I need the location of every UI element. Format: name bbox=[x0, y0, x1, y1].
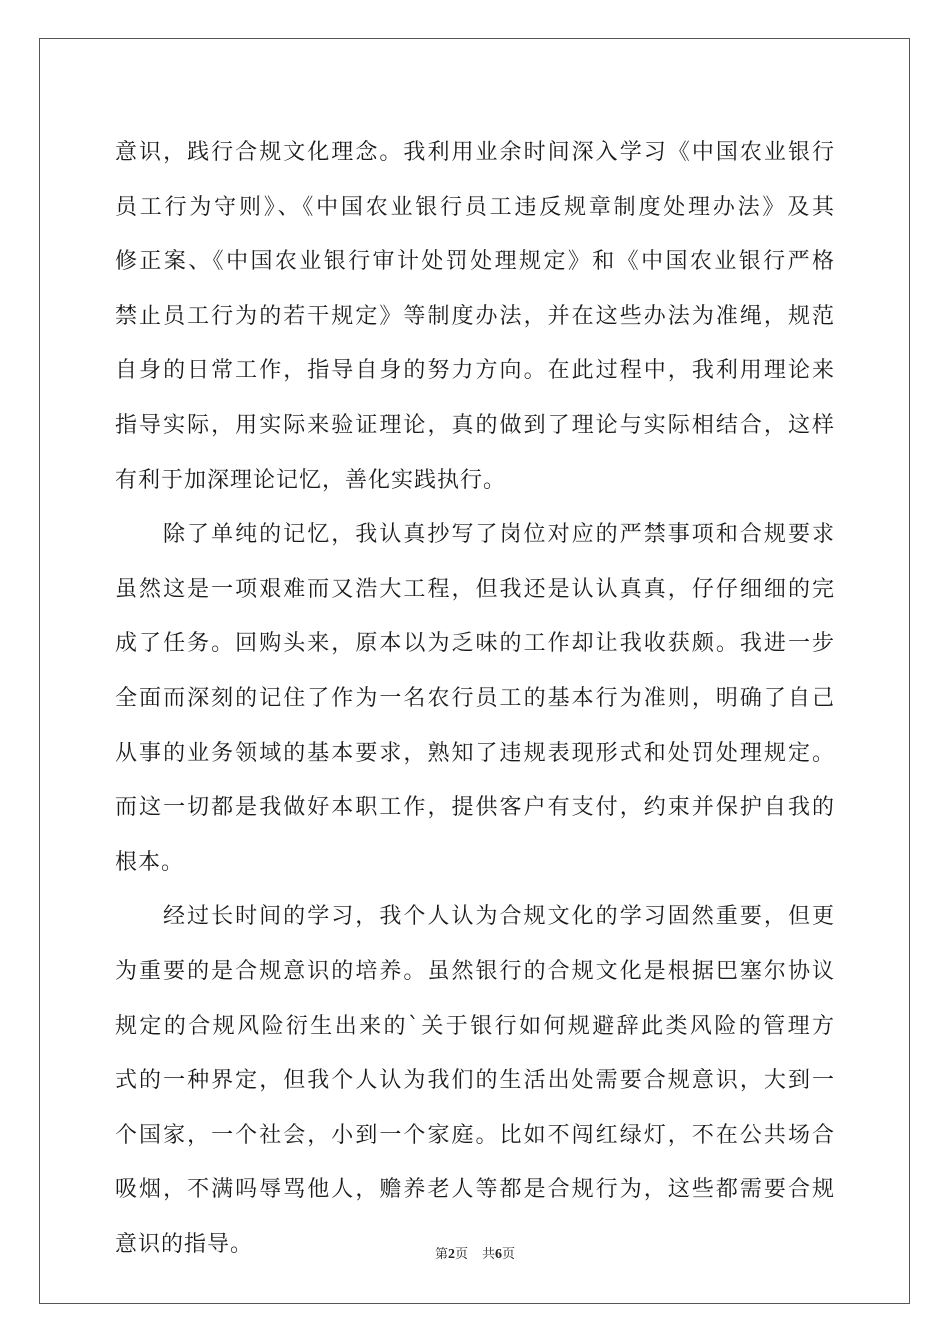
paragraph bbox=[115, 508, 835, 890]
text-line: 根本。 bbox=[115, 849, 185, 875]
text-line: 而这一切都是我做好本职工作，提供客户有支付，约束并保护自我的 bbox=[115, 795, 835, 821]
page-prefix: 第 bbox=[434, 1247, 448, 1262]
total-suffix: 页 bbox=[502, 1247, 516, 1262]
text-line: 从事的业务领域的基本要求，熟知了违规表现形式和处罚处理规定。 bbox=[115, 740, 835, 766]
text-line: 全面而深刻的记住了作为一名农行员工的基本行为准则，明确了自己 bbox=[115, 685, 835, 711]
text-line: 除了单纯的记忆，我认真抄写了岗位对应的严禁事项和合规要求 bbox=[163, 522, 835, 548]
text-line: 有利于加深理论记忆，善化实践执行。 bbox=[115, 467, 507, 493]
page-number: 2 bbox=[447, 1247, 455, 1262]
text-line: 意识的指导。 bbox=[115, 1231, 254, 1257]
text-line: 式的一种界定，但我个人认为我们的生活出处需要合规意识，大到一 bbox=[115, 1068, 835, 1094]
text-line: 虽然这是一项艰难而又浩大工程，但我还是认认真真，仔仔细细的完 bbox=[115, 576, 835, 602]
total-prefix: 共 bbox=[482, 1247, 496, 1262]
text-line: 为重要的是合规意识的培养。虽然银行的合规文化是根据巴塞尔协议 bbox=[115, 958, 835, 984]
text-line: 意识，践行合规文化理念。我利用业余时间深入学习《中国农业银行 bbox=[115, 140, 835, 165]
text-line: 员工行为守则》、《中国农业银行员工违反规章制度处理办法》及其 bbox=[115, 194, 835, 220]
paragraph bbox=[115, 890, 835, 1272]
text-line: 自身的日常工作，指导自身的努力方向。在此过程中，我利用理论来 bbox=[115, 358, 835, 384]
text-line: 经过长时间的学习，我个人认为合规文化的学习固然重要，但更 bbox=[163, 904, 835, 930]
text-line: 指导实际，用实际来验证理论，真的做到了理论与实际相结合，这样 bbox=[115, 412, 835, 438]
page-footer bbox=[0, 1243, 950, 1263]
text-line: 修正案、《中国农业银行审计处罚处理规定》和《中国农业银行严格 bbox=[115, 249, 835, 275]
document-body bbox=[115, 126, 835, 1272]
text-line: 成了任务。回购头来，原本以为乏味的工作却让我收获颇。我进一步 bbox=[115, 631, 835, 657]
page-suffix: 页 bbox=[454, 1247, 468, 1262]
text-line: 规定的合规风险衍生出来的`关于银行如何规避辞此类风险的管理方 bbox=[115, 1013, 835, 1039]
total-pages: 6 bbox=[495, 1247, 503, 1262]
text-line: 个国家，一个社会，小到一个家庭。比如不闯红绿灯，不在公共场合 bbox=[115, 1122, 835, 1148]
text-line: 吸烟，不满吗辱骂他人，赡养老人等都是合规行为，这些都需要合规 bbox=[115, 1177, 835, 1203]
text-line: 禁止员工行为的若干规定》等制度办法，并在这些办法为准绳，规范 bbox=[115, 303, 835, 329]
paragraph bbox=[115, 126, 835, 508]
